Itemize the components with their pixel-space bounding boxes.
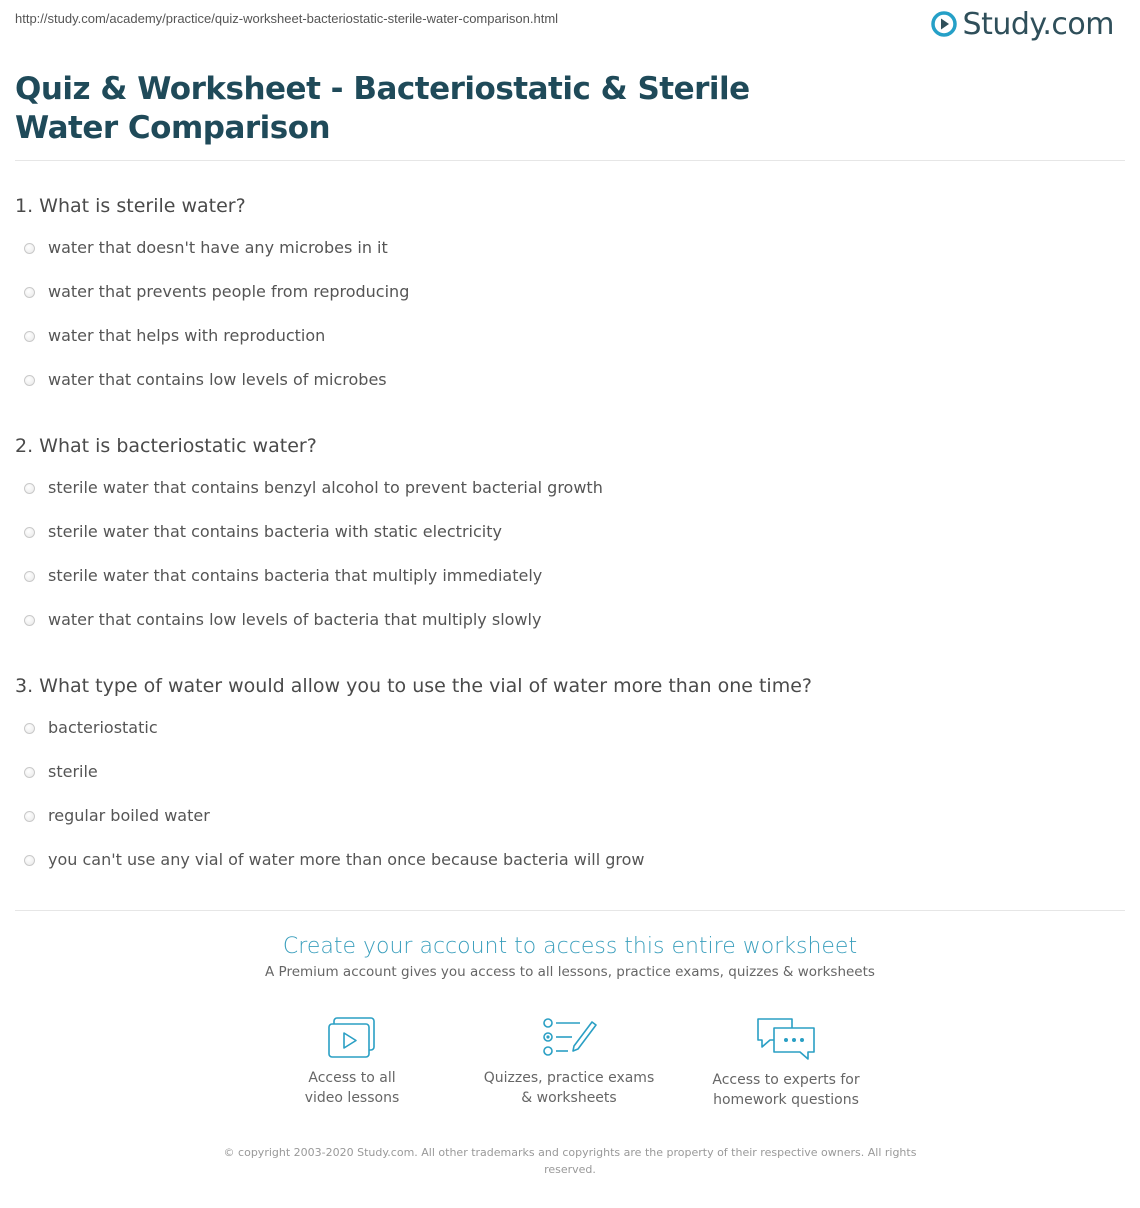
question-2 xyxy=(15,433,1115,653)
radio-button[interactable] xyxy=(24,811,35,822)
video-lessons-icon xyxy=(326,1016,378,1060)
question-title: 2. What is bacteriostatic water? xyxy=(15,435,317,457)
choice-label: you can't use any vial of water more than once because bacteria will grow xyxy=(48,850,645,869)
question-3 xyxy=(15,673,1115,893)
radio-button[interactable] xyxy=(24,855,35,866)
choice-label: regular boiled water xyxy=(48,806,210,825)
radio-button[interactable] xyxy=(24,571,35,582)
feature-label: Quizzes, practice exams & worksheets xyxy=(483,1070,655,1106)
answer-choice[interactable] xyxy=(15,761,1115,805)
answer-choice[interactable] xyxy=(15,565,1115,609)
feature-label: Access to experts for homework questions xyxy=(712,1072,860,1108)
radio-button[interactable] xyxy=(24,723,35,734)
choice-label: water that contains low levels of bacteria that multiply slowly xyxy=(48,610,542,629)
choice-label: sterile xyxy=(48,762,98,781)
radio-button[interactable] xyxy=(24,331,35,342)
question-title: 3. What type of water would allow you to use the vial of water more than one time? xyxy=(15,675,812,697)
choice-label: bacteriostatic xyxy=(48,718,158,737)
radio-button[interactable] xyxy=(24,287,35,298)
page-url: http://study.com/academy/practice/quiz-worksheet-bacteriostatic-sterile-water-comparison.html xyxy=(15,11,559,26)
answer-choice[interactable] xyxy=(15,477,1115,521)
answer-choice[interactable] xyxy=(15,805,1115,849)
premium-description: A Premium account gives you access to all lessons, practice exams, quizzes & worksheets xyxy=(265,964,875,980)
answer-choice[interactable] xyxy=(15,281,1115,325)
choice-label: sterile water that contains bacteria with static electricity xyxy=(48,522,502,541)
answer-choice[interactable] xyxy=(15,237,1115,281)
feature-quizzes xyxy=(459,1016,679,1108)
copyright-notice: © copyright 2003-2020 Study.com. All other trademarks and copyrights are the property of their respective owners. All rights reserved. xyxy=(223,1146,917,1176)
choice-label: sterile water that contains bacteria that multiply immediately xyxy=(48,566,543,585)
choice-label: water that prevents people from reproducing xyxy=(48,282,410,301)
answer-choice[interactable] xyxy=(15,521,1115,565)
radio-button[interactable] xyxy=(24,767,35,778)
answer-choices xyxy=(15,717,1115,893)
feature-experts xyxy=(676,1016,896,1110)
radio-button[interactable] xyxy=(24,375,35,386)
feature-video-lessons xyxy=(242,1016,462,1108)
answer-choice[interactable] xyxy=(15,325,1115,369)
cta-divider xyxy=(15,910,1125,911)
page-title: Quiz & Worksheet - Bacteriostatic & Sterile Water Comparison xyxy=(15,71,750,146)
create-account-link[interactable]: Create your account to access this entire worksheet xyxy=(282,934,858,959)
logo-text: Study.com xyxy=(962,6,1114,42)
study-logo[interactable] xyxy=(931,5,1114,43)
question-title: 1. What is sterile water? xyxy=(15,195,246,217)
question-1 xyxy=(15,193,1115,413)
play-icon xyxy=(931,11,957,37)
choice-label: water that contains low levels of microbes xyxy=(48,370,387,389)
radio-button[interactable] xyxy=(24,243,35,254)
radio-button[interactable] xyxy=(24,615,35,626)
radio-button[interactable] xyxy=(24,527,35,538)
expert-chat-icon xyxy=(754,1016,818,1062)
answer-choice[interactable] xyxy=(15,717,1115,761)
feature-label: Access to all video lessons xyxy=(304,1070,400,1106)
choice-label: water that helps with reproduction xyxy=(48,326,326,345)
title-divider xyxy=(15,160,1125,161)
radio-button[interactable] xyxy=(24,483,35,494)
choice-label: sterile water that contains benzyl alcohol to prevent bacterial growth xyxy=(48,478,603,497)
answer-choices xyxy=(15,477,1115,653)
choice-label: water that doesn't have any microbes in it xyxy=(48,238,388,257)
answer-choices xyxy=(15,237,1115,413)
quiz-checklist-icon xyxy=(540,1016,598,1060)
answer-choice[interactable] xyxy=(15,609,1115,653)
answer-choice[interactable] xyxy=(15,849,1115,893)
answer-choice[interactable] xyxy=(15,369,1115,413)
